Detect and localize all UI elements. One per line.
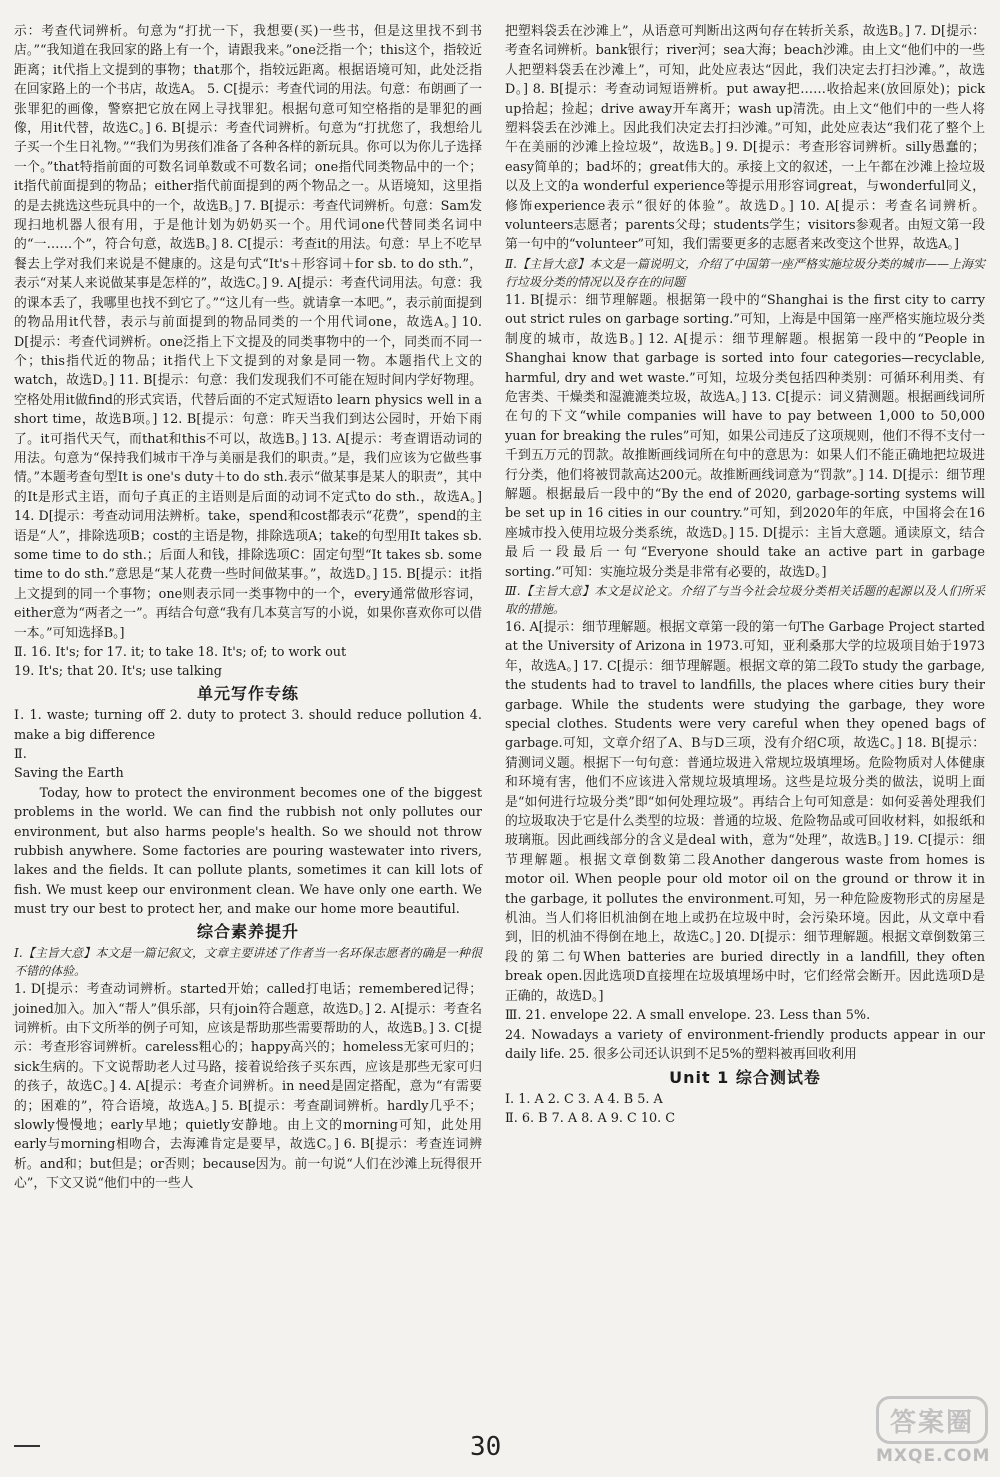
section-heading-writing: 单元写作专练 (196, 683, 299, 703)
answer-line: 19. It's; that 20. It's; use talking (14, 664, 222, 680)
footer-rule (14, 1445, 40, 1447)
main-idea-note: Ⅱ.【主旨大意】本文是一篇说明文，介绍了中国第一座严格实施垃圾分类的城市——上海实行垃圾分类的情况以及存在的问题 (505, 256, 985, 289)
watermark-text: MXQE.COM (876, 1446, 991, 1466)
answer-paragraph: 把塑料袋丢在沙滩上”，从语意可判断出这两句存在转折关系，故选B。] 7. D[提示：考查名词辨析。bank银行；river河；sea大海；beach沙滩。由上文“他们中的一些人把塑料袋丢在沙滩上”，可知，此处应表达“因此，我们决定去打扫沙滩。”，故选D。] 8. B[提示：考查动词短语辨析。put away把……收拾起来(放回原处)；pick up拾起；捡起；drive away开车离开；wash up清洗。由上文“他们中的一些人将塑料袋丢在沙滩上。因此我们决定去打扫沙滩。”可知，此处应表达“我们花了整个上午在美丽的沙滩上捡垃圾”，故选B。] 9. D[提示：考查形容词辨析。silly愚蠢的；easy简单的；bad坏的；great伟大的。承接上文的叙述，一上午都在沙滩上捡垃圾以及上文的a wonderful experience等提示用形容词great，与wonderful同义，修饰experience表示“很好的体验”。故选D。] 10. A[提示：考查名词辨析。volunteers志愿者；parents父母；students学生；visitors参观者。由短文第一段第一句中的“volunteer”可知，我们需要更多的志愿者来改变这个世界，故选A。] (505, 24, 985, 253)
essay-title: Saving the Earth (14, 766, 124, 782)
right-column (505, 22, 985, 1129)
answer-line: Ⅲ. 21. envelope 22. A small envelope. 23. Less than 5%. (505, 1008, 871, 1024)
main-idea-note: Ⅰ.【主旨大意】本文是一篇记叙文，文章主要讲述了作者当一名环保志愿者的确是一种很不错的体验。 (14, 946, 482, 979)
unit-test-heading: Unit 1 综合测试卷 (669, 1068, 821, 1088)
answer-line: Ⅱ. 6. B 7. A 8. A 9. C 10. C (505, 1111, 676, 1127)
main-idea-note: Ⅲ.【主旨大意】本文是议论文。介绍了与当今社会垃圾分类相关话题的起源以及人们所采取的措施。 (505, 583, 985, 616)
page-number: 30 (470, 1432, 502, 1462)
answer-line: Ⅱ. (14, 747, 27, 763)
essay (14, 784, 482, 920)
watermark-logo-icon: 答案圈 (876, 1396, 988, 1444)
answer-paragraph: 16. A[提示：细节理解题。根据文章第一段的第一句The Garbage Project started at the University of Arizona in 1973.可知，亚利桑那大学的垃圾项目始于1973年，故选A。] 17. C[提示：细节理解题。根据文章的第二段To study the garbage, the students had to travel to landfills, the places where cities bury their garbage. While the students were studying the garbage, they wore special clothes. Students were very careful when they opened bags of garbage.可知，文章介绍了A、B与D三项，没有介绍C项，故选C。] 18. B[提示：猜测词义题。根据下一句句意：普通垃圾进入常规垃圾填埋场。危险物质对人体健康和环境有害，他们不应该进入常规垃圾填埋场。这些是垃圾分类的做法，说明上面是“如何进行垃圾分类”即“如何处理垃圾”。再结合上句可知意是：如何妥善处理我们的垃圾取决于它是什么类型的垃圾：普通的垃圾、危险物品或可回收材料，如报纸和玻璃瓶。因此画线部分的含义是deal with，意为“处理”，故选B。] 19. C[提示：细节理解题。根据文章倒数第二段Another dangerous waste from homes is motor oil. When people pour old motor oil on the ground or throw it in the garbage, it pollutes the environment.可知，另一种危险废物形式的房屋是机油。当人们将旧机油倒在地上或扔在垃圾中时，会污染环境。因此，从文章中看到，旧的机油不得倒在地上，故选C。] 20. D[提示：细节理解题。根据文章倒数第三段的第二句When batteries are buried directly in a landfill, they often break open.因此选项D直接埋在垃圾填埋场中时，它们经常会断开。因此选项D是正确的，故选D。] (505, 619, 985, 1004)
answer-paragraph: 示：考查代词辨析。句意为“打扰一下，我想要(买)一些书，但是这里找不到书店。”“我知道在我回家的路上有一个，请跟我来。”one泛指一个；this这个，指较近距离；it代指上文提到的事物；that那个，指较远距离。根据语境可知，此处泛指在回家路上的一个书店，故选A。 5. C[提示：考查代词的用法。句意：布朗画了一张罪犯的画像，警察把它放在网上寻找罪犯。根据句意可知空格指的是罪犯的画像，用it代替，故选C。] 6. B[提示：考查代词辨析。句意为“打扰您了，我想给儿子买一个生日礼物。”“我们为男孩们准备了各种各样的新玩具。你可以为你儿子选择一个。”that特指前面的可数名词单数或不可数名词；one指代同类物品中的一个；it指代前面提到的物品；either指代前面提到的两个物品之一。从语境知，这里指的是去挑选这些玩具中的一个，故选B。] 7. B[提示：考查代词辨析。句意：Sam发现扫地机器人很有用，于是他计划为奶奶买一个。用代词one代替同类名词中的“一……个”，符合句意，故选B。] 8. C[提示：考查it的用法。句意：早上不吃早餐去上学对我们来说是不健康的。这是句式“It's＋形容词＋for sb. to do sth.”，表示“对某人来说做某事是怎样的”，故选C。] 9. A[提示：考查代词用法。句意：我的课本丢了，我哪里也找不到它了。”“这儿有一些。就请拿一本吧。”，表示前面提到的物品用it代替，表示与前面提到的物品同类的一个用代词one，故选A。] 10. D[提示：考查代词辨析。one泛指上下文提及的同类事物中的一个，同类而不同一个；this指代近的物品；it指代上下文提到的对象是同一物。本题指代上文的watch，故选D。] 11. B[提示：句意：我们发现我们不可能在短时间内学好物理。空格处用it做find的形式宾语，代替后面的不定式短语to learn physics well in a short time，故选B项。] 12. B[提示：句意：昨天当我们到达公园时，开始下雨了。it可指代天气，而that和this不可以，故选B。] 13. A[提示：考查谓语动词的用法。句意为“保持我们城市干净与美丽是我们的职责。”是，我们应该为它做些事情。”本题考查句型It is one's duty＋to do sth.表示“做某事是某人的职责”，其中的It是形式主语，而句子真正的主语则是后面的动词不定式to do sth.，故选A。] 14. D[提示：考查动词用法辨析。take，spend和cost都表示“花费”，spend的主语是“人”，排除选项B；cost的主语是物，排除选项A；take的句型用It takes sb. some time to do sth.；后面人和钱，排除选项C：固定句型“It takes sb. some time to do sth.”意思是“某人花费一些时间做某事。”，故选D。] 15. B[提示：it指上文提到的同一个事物；one则表示同一类事物中的一个，every通常做形容词，either意为“两者之一”。再结合句意“我有几本莫言写的小说，如果你喜欢你可以借一本。”可知选择B。] (14, 24, 482, 641)
essay-body: Today, how to protect the environment becomes one of the biggest problems in the world. We can find the rubbish not only pollutes our environment, but also harms people's health. So we should not throw rubbish anywhere. Some factories are pouring wastewater into rivers, lakes and the fields. It can pollute plants, sometimes it can kill lots of fish. We must keep our environment clean. We have only one earth. We must try our best to protect her, and make our home more beautiful. (14, 785, 482, 918)
answer-line: 24. Nowadays a variety of environment-friendly products appear in our daily life. 25. 很多公司还认识到不足5%的塑料被再回收利用 (505, 1027, 985, 1062)
answer-paragraph: 1. D[提示：考查动词辨析。started开始；called打电话；remembered记得；joined加入。加入“帮人”俱乐部，只有join符合题意，故选D。] 2. A[提示：考查名词辨析。由下文所举的例子可知，应该是帮助那些需要帮助的人，故选B。] 3. C[提示：考查形容词辨析。careless粗心的；happy高兴的；homeless无家可归的；sick生病的。下文说帮助老人过马路，接着说给孩子买东西，应该是那些无家可归的孩子，故选C。] 4. A[提示：考查介词辨析。in need是固定搭配，意为“有需要的；困难的”，符合语境，故选A。] 5. B[提示：考查副词辨析。hardly几乎不；slowly慢慢地；early早地；quietly安静地。由上文的morning可知，此处用early与morning相吻合，去海滩肯定是要早，故选C。] 6. B[提示：考查连词辨析。and和；but但是；or否则；because因为。前一句说“人们在沙滩上玩得很开心”，下文又说“他们中的一些人 (14, 982, 482, 1192)
answer-line: Ⅱ. 16. It's; for 17. it; to take 18. It's; of; to work out (14, 645, 347, 660)
section-heading-comprehensive: 综合素养提升 (196, 921, 299, 941)
watermark (876, 1396, 991, 1470)
answer-line: Ⅰ. 1. A 2. C 3. A 4. B 5. A (505, 1091, 663, 1107)
left-column (14, 22, 482, 1194)
answer-paragraph: 11. B[提示：细节理解题。根据第一段中的“Shanghai is the first city to carry out strict rules on garbage sorting.”可知，上海是中国第一座严格实施垃圾分类制度的城市，故选B。] 12. A[提示：细节理解题。根据第一段中的“People in Shanghai know that garbage is sorted into four categories—recyclable, harmful, dry and wet waste.”可知，垃圾分类包括四种类别：可循环利用类、有危害类、干燥类和湿漉漉类垃圾，故选A。] 13. C[提示：词义猜测题。根据画线词所在句的下文“while companies will have to pay between 1,000 to 50,000 yuan for breaking the rules”可知，如果公司违反了这项规则，他们不得不支付一千到五万元的罚款。故推断画线词所在句中的意思为：如果人们不能正确地把垃圾进行分类，他们将被罚款高达200元。故推断画线词意为“罚款”。] 14. D[提示：细节理解题。根据最后一段中的“By the end of 2020, garbage-sorting systems will be set up in 16 cities in our country.”可知，到2020年的年底，中国将会在16座城市投入使用垃圾分类系统，故选D。] 15. D[提示：主旨大意题。通读原文，结合最后一段最后一句“Everyone should take an active part in garbage sorting.”可知：实施垃圾分类是非常有必要的，故选D。] (505, 292, 985, 580)
answer-paragraph: Ⅰ. 1. waste; turning off 2. duty to protect 3. should reduce pollution 4. make a big difference (14, 708, 482, 743)
